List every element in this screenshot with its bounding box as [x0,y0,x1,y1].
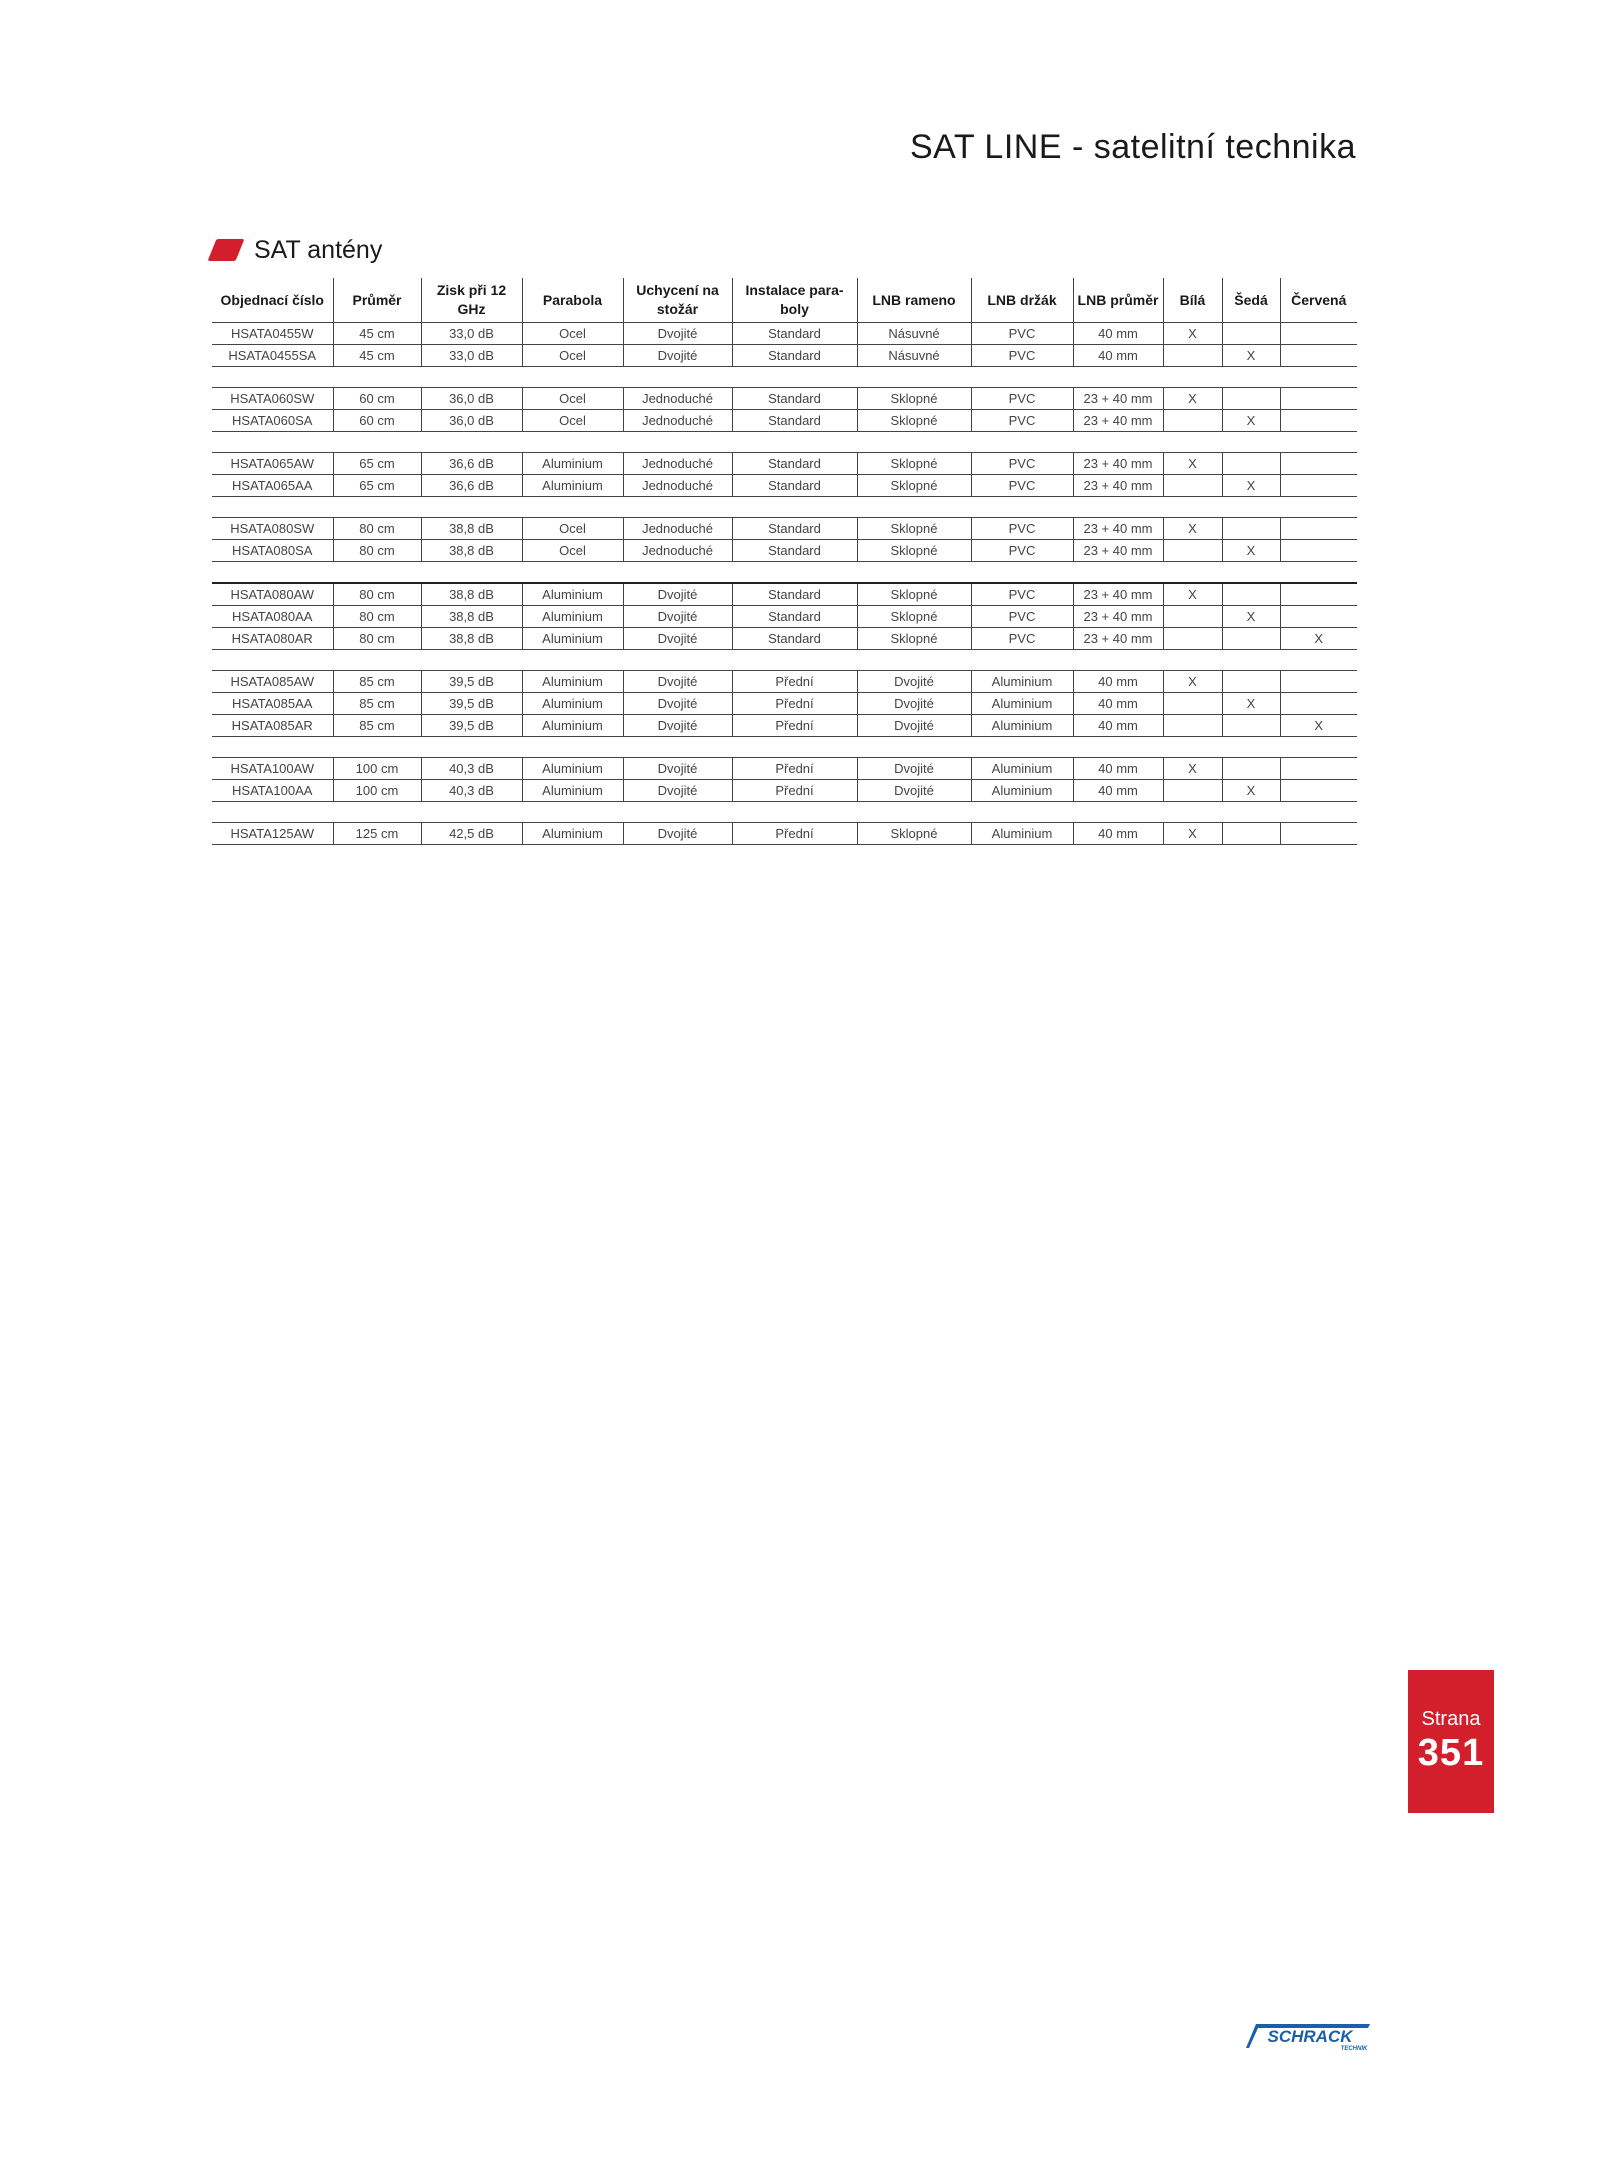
table-cell: 36,6 dB [421,475,522,497]
table-row [212,345,1357,367]
table-cell: 38,8 dB [421,540,522,562]
table-cell: Jednoduché [623,475,732,497]
table-cell: PVC [971,628,1073,650]
table-cell: 40,3 dB [421,758,522,780]
table-cell: Jednoduché [623,453,732,475]
section-marker-icon [208,239,245,261]
table-cell: Sklopné [857,388,971,410]
table-cell: HSATA085AR [212,715,333,737]
product-table [212,278,1357,845]
table-cell: Standard [732,410,857,432]
table-cell: Dvojité [857,671,971,693]
table-row [212,758,1357,780]
table-cell: PVC [971,388,1073,410]
column-header: Uchycení na stožár [623,278,732,323]
table-cell: Standard [732,540,857,562]
table-cell: X [1163,518,1222,540]
table-cell: 65 cm [333,453,421,475]
table-cell: Jednoduché [623,388,732,410]
table-cell: Násuvné [857,323,971,345]
table-cell: HSATA060SA [212,410,333,432]
table-cell: 40 mm [1073,715,1163,737]
group-separator [212,802,1357,823]
table-cell: Aluminium [522,583,623,606]
table-cell: X [1163,823,1222,845]
table-cell: 45 cm [333,323,421,345]
table-cell [1222,453,1280,475]
table-cell: Dvojité [623,345,732,367]
table-cell: X [1280,715,1357,737]
table-cell [1163,628,1222,650]
table-cell: 23 + 40 mm [1073,410,1163,432]
table-cell: 40 mm [1073,345,1163,367]
table-cell: Přední [732,693,857,715]
table-cell: Přední [732,671,857,693]
column-header: LNB držák [971,278,1073,323]
table-cell: X [1222,540,1280,562]
table-cell: Aluminium [522,693,623,715]
table-row [212,540,1357,562]
table-cell: Ocel [522,410,623,432]
table-cell: 33,0 dB [421,323,522,345]
logo-sub: TECHNIK [1340,2046,1368,2052]
table-cell: 39,5 dB [421,671,522,693]
table-cell: 80 cm [333,628,421,650]
table-cell: 60 cm [333,388,421,410]
table-cell: 85 cm [333,693,421,715]
table-cell: Aluminium [522,475,623,497]
table-cell: Standard [732,628,857,650]
table-cell: X [1163,583,1222,606]
table-row [212,475,1357,497]
table-cell: Ocel [522,323,623,345]
table-cell: 45 cm [333,345,421,367]
table-cell: Standard [732,583,857,606]
table-cell: 36,6 dB [421,453,522,475]
table-row [212,410,1357,432]
table-cell: HSATA0455SA [212,345,333,367]
table-cell: HSATA080AA [212,606,333,628]
table-cell: 38,8 dB [421,606,522,628]
table-cell: X [1163,388,1222,410]
table-cell: 23 + 40 mm [1073,540,1163,562]
table-cell [1280,345,1357,367]
table-cell: HSATA060SW [212,388,333,410]
table-cell [1222,823,1280,845]
table-cell: 23 + 40 mm [1073,453,1163,475]
table-cell: X [1222,345,1280,367]
table-cell: 80 cm [333,540,421,562]
column-header: Červená [1280,278,1357,323]
table-cell: X [1222,693,1280,715]
table-cell: 36,0 dB [421,410,522,432]
column-header: Zisk při 12 GHz [421,278,522,323]
table-cell: 40 mm [1073,671,1163,693]
table-row [212,323,1357,345]
table-cell [1280,453,1357,475]
table-cell: X [1163,758,1222,780]
table-cell: Sklopné [857,410,971,432]
table-cell: Dvojité [857,780,971,802]
table-cell [1222,583,1280,606]
table-row [212,628,1357,650]
table-cell: 80 cm [333,518,421,540]
table-cell: 65 cm [333,475,421,497]
page-number: 351 [1417,1732,1485,1774]
table-cell: Aluminium [971,671,1073,693]
table-cell: Aluminium [971,823,1073,845]
table-cell: Přední [732,715,857,737]
table-cell: Ocel [522,540,623,562]
table-cell: X [1222,780,1280,802]
table-cell: Ocel [522,345,623,367]
table-cell [1222,758,1280,780]
table-cell: 23 + 40 mm [1073,628,1163,650]
table-cell: Dvojité [623,671,732,693]
table-cell: 40 mm [1073,758,1163,780]
table-cell: 38,8 dB [421,518,522,540]
group-separator [212,497,1357,518]
table-cell: 23 + 40 mm [1073,606,1163,628]
table-cell: 85 cm [333,715,421,737]
page-title: SAT LINE - satelitní technika [910,128,1356,166]
table-cell: HSATA065AW [212,453,333,475]
table-cell: Dvojité [623,606,732,628]
table-cell: Standard [732,518,857,540]
table-cell: Sklopné [857,823,971,845]
table-cell: HSATA0455W [212,323,333,345]
table-cell: Aluminium [522,671,623,693]
table-cell: Jednoduché [623,410,732,432]
table-cell: X [1222,606,1280,628]
logo-brand: SCHRACK [1267,2027,1353,2046]
table-cell [1163,540,1222,562]
table-cell: 23 + 40 mm [1073,388,1163,410]
column-header: Šedá [1222,278,1280,323]
table-cell: Sklopné [857,583,971,606]
table-cell: Dvojité [857,693,971,715]
table-cell: PVC [971,345,1073,367]
schrack-logo [1242,2018,1372,2054]
table-cell: 38,8 dB [421,583,522,606]
section-heading [212,234,382,266]
table-cell: Dvojité [623,780,732,802]
column-header: Parabola [522,278,623,323]
table-cell: Aluminium [522,758,623,780]
table-cell: Standard [732,606,857,628]
table-cell [1222,671,1280,693]
table-cell [1163,475,1222,497]
column-header: Instalace para-boly [732,278,857,323]
table-cell: HSATA100AA [212,780,333,802]
table-cell: Aluminium [971,780,1073,802]
table-cell: HSATA065AA [212,475,333,497]
table-cell: 39,5 dB [421,715,522,737]
table-cell [1280,758,1357,780]
table-cell [1222,628,1280,650]
table-cell: Jednoduché [623,540,732,562]
table-cell [1280,780,1357,802]
table-cell: Přední [732,758,857,780]
table-cell: HSATA080SA [212,540,333,562]
table-cell: 80 cm [333,606,421,628]
table-cell: 100 cm [333,758,421,780]
table-cell: X [1222,475,1280,497]
table-cell: HSATA100AW [212,758,333,780]
table-cell: X [1222,410,1280,432]
table-cell: Násuvné [857,345,971,367]
table-cell [1163,693,1222,715]
table-cell: Dvojité [623,628,732,650]
column-header: LNB průměr [1073,278,1163,323]
column-header: Objednací číslo [212,278,333,323]
table-cell: 40 mm [1073,823,1163,845]
table-cell: Aluminium [522,628,623,650]
table-cell: 23 + 40 mm [1073,475,1163,497]
table-cell: 40 mm [1073,693,1163,715]
table-cell: Ocel [522,388,623,410]
table-cell: Aluminium [522,823,623,845]
table-cell: Aluminium [971,758,1073,780]
table-cell: 125 cm [333,823,421,845]
table-cell [1222,388,1280,410]
table-cell: Aluminium [971,715,1073,737]
table-cell: Přední [732,823,857,845]
table-cell [1280,323,1357,345]
table-cell: Dvojité [857,715,971,737]
table-cell: Standard [732,345,857,367]
table-cell: Aluminium [522,780,623,802]
table-cell: 38,8 dB [421,628,522,650]
table-cell: Sklopné [857,475,971,497]
table-cell: 85 cm [333,671,421,693]
table-cell: Dvojité [623,715,732,737]
table-row [212,780,1357,802]
table-cell: Dvojité [623,823,732,845]
table-cell: HSATA085AA [212,693,333,715]
table-cell: PVC [971,323,1073,345]
table-cell: Sklopné [857,628,971,650]
group-separator [212,737,1357,758]
table-cell: Jednoduché [623,518,732,540]
table-cell [1163,345,1222,367]
column-header: Bílá [1163,278,1222,323]
table-cell: Standard [732,475,857,497]
table-cell: 23 + 40 mm [1073,518,1163,540]
table-cell: 42,5 dB [421,823,522,845]
table-cell: Dvojité [857,758,971,780]
table-cell: PVC [971,475,1073,497]
table-cell: X [1163,671,1222,693]
table-cell: X [1163,453,1222,475]
table-cell [1280,518,1357,540]
table-cell [1280,583,1357,606]
table-row [212,693,1357,715]
table-cell: PVC [971,606,1073,628]
table-cell [1222,323,1280,345]
table-cell: HSATA080SW [212,518,333,540]
table-row [212,715,1357,737]
table-cell: 23 + 40 mm [1073,583,1163,606]
table-cell: Dvojité [623,693,732,715]
table-row [212,453,1357,475]
table-row [212,671,1357,693]
table-cell: X [1280,628,1357,650]
table-cell [1222,715,1280,737]
table-cell: Ocel [522,518,623,540]
table-cell: Sklopné [857,540,971,562]
table-cell: PVC [971,583,1073,606]
table-cell: PVC [971,410,1073,432]
table-cell: Přední [732,780,857,802]
table-cell: 40 mm [1073,323,1163,345]
table-cell: HSATA125AW [212,823,333,845]
table-cell [1280,475,1357,497]
group-separator [212,367,1357,388]
table-cell: X [1163,323,1222,345]
column-header: Průměr [333,278,421,323]
table-row [212,388,1357,410]
table-cell: Dvojité [623,583,732,606]
table-cell [1222,518,1280,540]
group-separator [212,650,1357,671]
group-separator [212,562,1357,584]
table-cell: HSATA080AR [212,628,333,650]
table-cell: 40 mm [1073,780,1163,802]
page-number-tab [1408,1670,1494,1813]
table-cell [1280,693,1357,715]
table-cell: 39,5 dB [421,693,522,715]
table-cell: 60 cm [333,410,421,432]
table-cell [1280,388,1357,410]
table-cell: Aluminium [522,453,623,475]
table-cell: Dvojité [623,758,732,780]
table-cell: HSATA080AW [212,583,333,606]
column-header: LNB rameno [857,278,971,323]
table-cell [1280,671,1357,693]
table-cell: 33,0 dB [421,345,522,367]
table-cell [1163,780,1222,802]
table-row [212,823,1357,845]
table-cell [1280,540,1357,562]
table-cell: HSATA085AW [212,671,333,693]
table-cell: 80 cm [333,583,421,606]
table-cell: Dvojité [623,323,732,345]
table-row [212,606,1357,628]
table-cell: 40,3 dB [421,780,522,802]
table-cell: Sklopné [857,518,971,540]
table-cell [1163,715,1222,737]
table-cell [1163,410,1222,432]
table-cell [1163,606,1222,628]
table-row [212,518,1357,540]
table-cell: 36,0 dB [421,388,522,410]
table-cell: Standard [732,388,857,410]
table-cell: Sklopné [857,606,971,628]
table-cell: Aluminium [522,715,623,737]
table-header-row [212,278,1357,323]
table-cell: Aluminium [522,606,623,628]
table-cell: 100 cm [333,780,421,802]
table-cell [1280,410,1357,432]
table-cell: PVC [971,518,1073,540]
group-separator [212,432,1357,453]
section-title: SAT antény [254,235,383,264]
table-cell [1280,823,1357,845]
table-cell: Standard [732,453,857,475]
table-cell [1280,606,1357,628]
table-row [212,583,1357,606]
table-cell: Standard [732,323,857,345]
table-cell: Aluminium [971,693,1073,715]
table-cell: Sklopné [857,453,971,475]
table-cell: PVC [971,453,1073,475]
page-label: Strana [1421,1708,1481,1730]
table-cell: PVC [971,540,1073,562]
